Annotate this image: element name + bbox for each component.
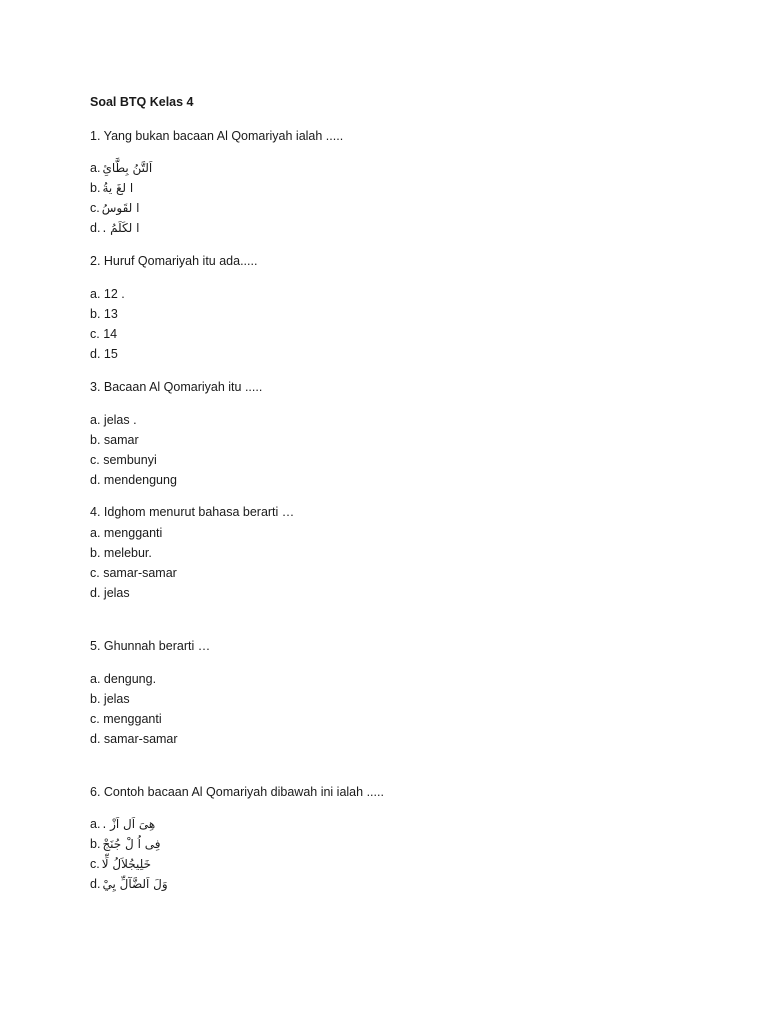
q2-option-a xyxy=(90,286,125,302)
option-prefix: c. xyxy=(90,857,100,871)
option-text: jelas xyxy=(103,586,130,600)
option-text-arabic: ا لكَلَمُ . xyxy=(102,221,140,235)
q6-option-a xyxy=(90,816,155,832)
option-prefix: a. xyxy=(90,526,101,540)
q6-option-d xyxy=(90,876,168,892)
option-text-arabic: اَلتَّنُ بِطَّائِ xyxy=(102,161,153,175)
option-text-arabic: ا لقَوسُ xyxy=(101,201,140,215)
q2-option-b xyxy=(90,306,118,322)
option-text-arabic: ا لغَ يةُ xyxy=(102,181,134,195)
option-prefix: b. xyxy=(90,181,101,195)
option-prefix: c. xyxy=(90,453,100,467)
q5-option-b xyxy=(90,691,130,707)
option-text: samar xyxy=(103,433,139,447)
option-prefix: d. xyxy=(90,877,101,891)
option-text-arabic: هِىَ اَل اَزْ . xyxy=(102,817,156,831)
option-text: 14 xyxy=(103,327,118,341)
option-text: dengung. xyxy=(103,672,157,686)
option-prefix: a. xyxy=(90,672,101,686)
q5-option-c xyxy=(90,711,162,727)
option-text: sembunyi xyxy=(103,453,157,467)
q1-option-b xyxy=(90,180,133,196)
option-text-arabic: وَلَ اَلضَّآلِّ يِيْ xyxy=(102,877,168,891)
q2-option-c xyxy=(90,326,117,342)
option-prefix: b. xyxy=(90,546,101,560)
option-prefix: d. xyxy=(90,732,101,746)
option-prefix: d. xyxy=(90,347,101,361)
option-text: samar-samar xyxy=(103,732,178,746)
option-prefix: a. xyxy=(90,817,101,831)
option-text: jelas xyxy=(103,692,130,706)
option-prefix: a. xyxy=(90,161,101,175)
option-prefix: b. xyxy=(90,837,101,851)
option-prefix: c. xyxy=(90,327,100,341)
q4-option-b xyxy=(90,545,152,561)
option-prefix: b. xyxy=(90,692,101,706)
q4-option-a xyxy=(90,525,162,541)
option-text: 12 . xyxy=(103,287,125,301)
option-text: mengganti xyxy=(103,712,162,726)
q4-option-c xyxy=(90,565,177,581)
option-prefix: d. xyxy=(90,473,101,487)
q2-option-d xyxy=(90,346,118,362)
q3-option-a xyxy=(90,412,137,428)
option-text: 15 xyxy=(103,347,118,361)
q1-option-c xyxy=(90,200,139,216)
option-text: 13 xyxy=(103,307,118,321)
option-prefix: d. xyxy=(90,221,101,235)
option-text: jelas . xyxy=(103,413,137,427)
option-text-arabic: فِى اُ لْ جُنَجْ xyxy=(102,837,161,851)
option-text: mendengung xyxy=(103,473,177,487)
option-prefix: a. xyxy=(90,413,101,427)
option-prefix: c. xyxy=(90,566,100,580)
option-text-arabic: خَلِيجُلاَلُ لِّا xyxy=(101,857,152,871)
q5-option-d xyxy=(90,731,178,747)
q1-option-a xyxy=(90,160,152,176)
option-text: mengganti xyxy=(103,526,163,540)
question-4: 4. Idghom menurut bahasa berarti … xyxy=(90,505,295,519)
question-6: 6. Contoh bacaan Al Qomariyah dibawah ini ialah ..... xyxy=(90,785,384,799)
option-prefix: b. xyxy=(90,307,101,321)
question-3: 3. Bacaan Al Qomariyah itu ..... xyxy=(90,380,263,394)
q1-option-d xyxy=(90,220,139,236)
option-prefix: b. xyxy=(90,433,101,447)
q6-option-b xyxy=(90,836,160,852)
option-text: melebur. xyxy=(103,546,152,560)
option-prefix: d. xyxy=(90,586,101,600)
option-prefix: c. xyxy=(90,712,100,726)
option-prefix: a. xyxy=(90,287,101,301)
question-2: 2. Huruf Qomariyah itu ada..... xyxy=(90,254,258,268)
question-1: 1. Yang bukan bacaan Al Qomariyah ialah ..... xyxy=(90,129,344,143)
q3-option-b xyxy=(90,432,139,448)
option-prefix: c. xyxy=(90,201,100,215)
document-title: Soal BTQ Kelas 4 xyxy=(90,95,194,109)
q4-option-d xyxy=(90,585,130,601)
q6-option-c xyxy=(90,856,151,872)
q5-option-a xyxy=(90,671,156,687)
q3-option-d xyxy=(90,472,177,488)
q3-option-c xyxy=(90,452,157,468)
question-5: 5. Ghunnah berarti … xyxy=(90,639,211,653)
option-text: samar-samar xyxy=(103,566,177,580)
